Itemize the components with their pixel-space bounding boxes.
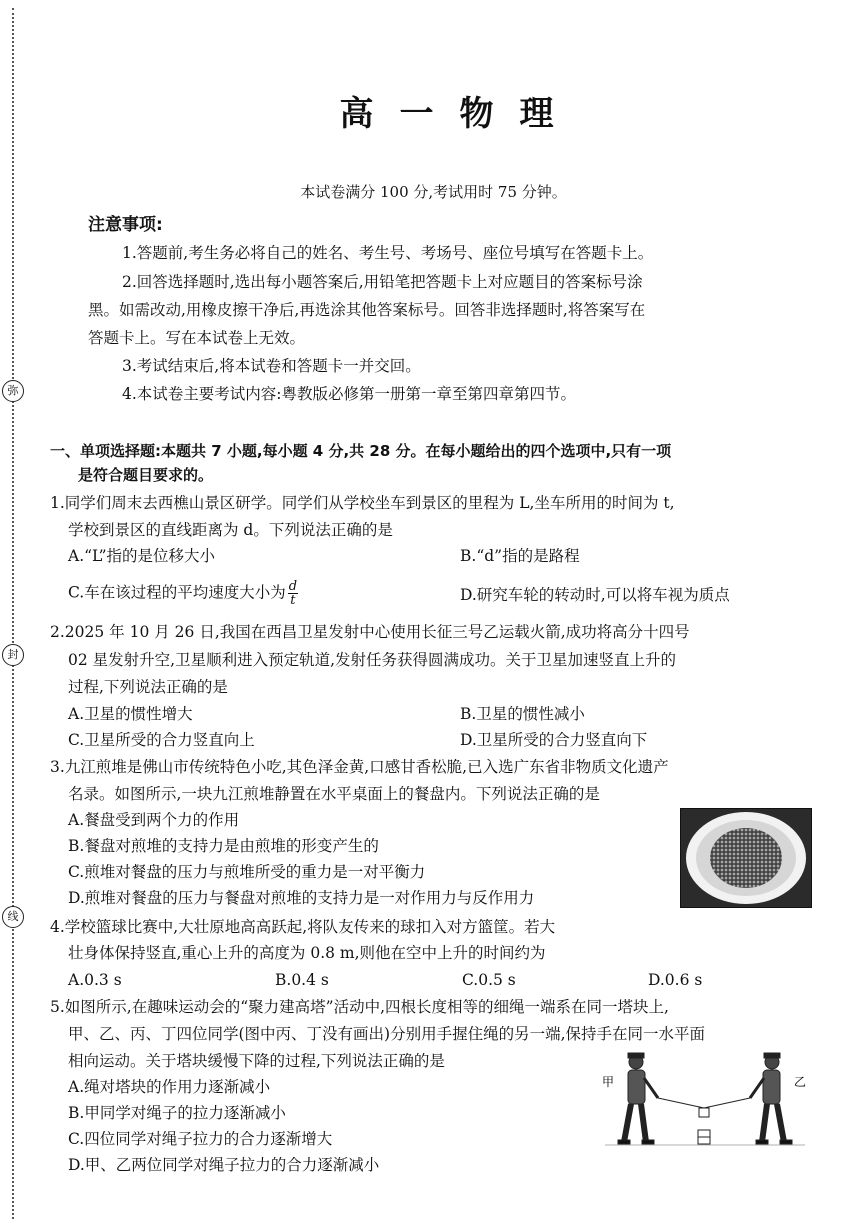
seal-mark-1: 弥 xyxy=(2,380,24,402)
notice-line: 3.考试结束后,将本试卷和答题卡一并交回。 xyxy=(122,357,421,375)
page-title: 高一物理 xyxy=(339,94,580,134)
q3-option-b[interactable]: B.餐盘对煎堆的支持力是由煎堆的形变产生的 xyxy=(68,837,379,855)
question-3-text: 3.九江煎堆是佛山市传统特色小吃,其色泽金黄,口感甘香松脆,已入选广东省非物质文化遗产 xyxy=(50,758,669,776)
q1-option-c-text: C.车在该过程的平均速度大小为 xyxy=(68,583,286,602)
tower-game-figure xyxy=(600,1050,810,1150)
label-yi: 乙 xyxy=(794,1075,807,1089)
section-heading: 一、单项选择题:本题共 7 小题,每小题 4 分,共 28 分。在每小题给出的四个选项中,只有一项 xyxy=(50,442,672,460)
rope-left xyxy=(658,1098,704,1108)
notice-line: 黑。如需改动,用橡皮擦干净后,再选涂其他答案标号。回答非选择题时,将答案写在 xyxy=(88,301,646,319)
question-1-text: 1.同学们周末去西樵山景区研学。同学们从学校坐车到景区的里程为 L,坐车所用的时间为 t, xyxy=(50,494,675,512)
q3-option-d[interactable]: D.煎堆对餐盘的压力与餐盘对煎堆的支持力是一对作用力与反作用力 xyxy=(68,889,535,907)
rope-right xyxy=(704,1098,750,1108)
tower-block xyxy=(699,1108,709,1117)
seal-mark-3: 线 xyxy=(2,906,24,928)
question-3-text: 名录。如图所示,一块九江煎堆静置在水平桌面上的餐盘内。下列说法正确的是 xyxy=(68,785,600,803)
seal-mark-2: 封 xyxy=(2,644,24,666)
q2-option-a[interactable]: A.卫星的惯性增大 xyxy=(68,705,193,723)
section-heading-cont: 是符合题目要求的。 xyxy=(78,466,214,484)
notice-line: 1.答题前,考生务必将自己的姓名、考生号、考场号、座位号填写在答题卡上。 xyxy=(122,244,654,262)
plate-figure xyxy=(681,809,811,907)
notice-heading: 注意事项: xyxy=(88,215,163,235)
notice-line: 2.回答选择题时,选出每小题答案后,用铅笔把答题卡上对应题目的答案标号涂 xyxy=(122,273,643,291)
label-jia: 甲 xyxy=(602,1075,615,1089)
q5-option-a[interactable]: A.绳对塔块的作用力逐渐减小 xyxy=(68,1078,271,1096)
person-right xyxy=(750,1053,792,1144)
q5-option-d[interactable]: D.甲、乙两位同学对绳子拉力的合力逐渐减小 xyxy=(68,1156,380,1174)
question-1-text: 学校到景区的直线距离为 d。下列说法正确的是 xyxy=(68,521,393,539)
q5-option-c[interactable]: C.四位同学对绳子拉力的合力逐渐增大 xyxy=(68,1130,333,1148)
question-5-text: 5.如图所示,在趣味运动会的“聚力建高塔”活动中,四根长度相等的细绳一端系在同一塔块上, xyxy=(50,998,669,1016)
q4-option-a[interactable]: A.0.3 s xyxy=(68,971,122,989)
person-left xyxy=(618,1053,658,1144)
question-5-text: 相向运动。关于塔块缓慢下降的过程,下列说法正确的是 xyxy=(68,1052,445,1070)
q3-option-a[interactable]: A.餐盘受到两个力的作用 xyxy=(68,811,240,829)
q1-option-a[interactable]: A.“L”指的是位移大小 xyxy=(68,547,216,565)
question-2-text: 过程,下列说法正确的是 xyxy=(68,678,228,696)
q2-option-d[interactable]: D.卫星所受的合力竖直向下 xyxy=(460,731,648,749)
q1-option-c[interactable] xyxy=(68,580,298,607)
q4-option-d[interactable]: D.0.6 s xyxy=(648,971,703,989)
q3-option-c[interactable]: C.煎堆对餐盘的压力与煎堆所受的重力是一对平衡力 xyxy=(68,863,426,881)
q4-option-c[interactable]: C.0.5 s xyxy=(462,971,516,989)
q2-option-b[interactable]: B.卫星的惯性减小 xyxy=(460,705,585,723)
notice-line: 4.本试卷主要考试内容:粤教版必修第一册第一章至第四章第四节。 xyxy=(122,385,577,403)
question-2-text: 02 星发射升空,卫星顺利进入预定轨道,发射任务获得圆满成功。关于卫星加速竖直上升的 xyxy=(68,651,677,669)
fraction-d-over-t: $\frac{d}{t}$ xyxy=(288,579,298,608)
question-2-text: 2.2025 年 10 月 26 日,我国在西昌卫星发射中心使用长征三号乙运载火箭,成功将高分十四号 xyxy=(50,623,690,641)
question-4-text: 4.学校篮球比赛中,大壮原地高高跃起,将队友传来的球扣入对方篮筐。若大 xyxy=(50,918,556,936)
jiandui-photo xyxy=(680,808,812,908)
q1-option-b[interactable]: B.“d”指的是路程 xyxy=(460,547,580,565)
exam-subtitle: 本试卷满分 100 分,考试用时 75 分钟。 xyxy=(300,183,567,201)
tower-figure-svg xyxy=(600,1050,810,1150)
q2-option-c[interactable]: C.卫星所受的合力竖直向上 xyxy=(68,731,255,749)
question-5-text: 甲、乙、丙、丁四位同学(图中丙、丁没有画出)分别用手握住绳的另一端,保持手在同一水平面 xyxy=(68,1025,706,1043)
q4-option-b[interactable]: B.0.4 s xyxy=(275,971,329,989)
q1-option-d[interactable]: D.研究车轮的转动时,可以将车视为质点 xyxy=(460,586,730,604)
notice-line: 答题卡上。写在本试卷上无效。 xyxy=(88,329,306,347)
q5-option-b[interactable]: B.甲同学对绳子的拉力逐渐减小 xyxy=(68,1104,286,1122)
question-4-text: 壮身体保持竖直,重心上升的高度为 0.8 m,则他在空中上升的时间约为 xyxy=(68,944,546,962)
